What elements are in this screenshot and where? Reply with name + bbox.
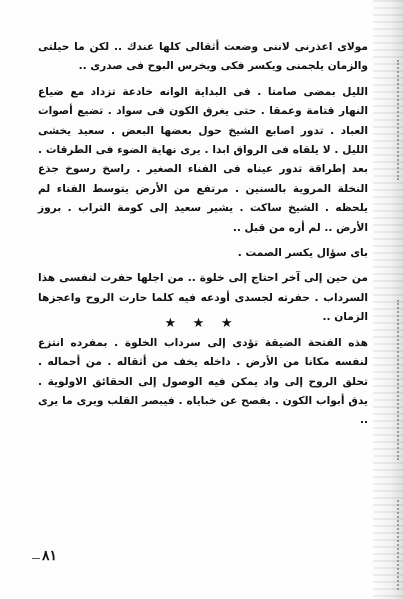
scan-edge-speck — [383, 60, 399, 180]
paragraph: من حين إلى آخر احتاج إلى خلوة .. من اجلها حفرت لنفسى هذا السرداب . حفرته لجسدى أودعه فيه كلما حارت الروح واعجزها الزمان .. — [38, 272, 368, 324]
body-text — [38, 38, 368, 437]
paragraph: هذه الفتحة الضيقة تؤدى إلى سرداب الخلوة . بمفرده انتزع لنفسه مكانا من الأرض . داخله يخف من أثقاله . من أحماله . تحلق الروح إلى واد يمكن فيه الوصول إلى الحقائق الاولوية . يدق أبواب الكون . يفصح عن خباياه . فيبصر القلب ويرى ما يرى .. — [38, 336, 368, 427]
page-number: ٨١ — [42, 548, 58, 564]
paragraph: الليل بمضى صامتا . فى البداية الوانه خادعة تزداد مع ضياع النهار قتامة وعمقا . حتى يغرق الكون فى سواد . تضيع أصوات العباد . تدور اصابع الشيخ حول بعضها البعض . سعيد يخشى الليل . لا يلقاه فى الرواق ابدا . يرى نهاية الضوء فى الطرقات . بعد إطراقة تدور عيناه فى الفناء الصغير . راسخ رسوخ جذع النخلة المروية بالسنين . مرتفع من الأرض يتوسط الفناء لم يلحظه . الشيخ ساكت . يشير سعيد إلى كومة التراب . بروز الأرض .. لم أره من قبل .. — [38, 85, 368, 234]
page-number-dash — [32, 558, 40, 559]
paragraph: باى سؤال يكسر الصمت . — [237, 247, 368, 260]
section-break-ornament: ★ ★ ★ — [164, 316, 239, 331]
paragraph: مولاى اعذرنى لاننى وضعت أثقالى كلها عندك .. لكن ما حيلتى والزمان يلجمنى ويكسر فكى ويخرس البوح فى صدرى .. — [38, 41, 368, 73]
scan-edge-speck — [383, 500, 399, 590]
